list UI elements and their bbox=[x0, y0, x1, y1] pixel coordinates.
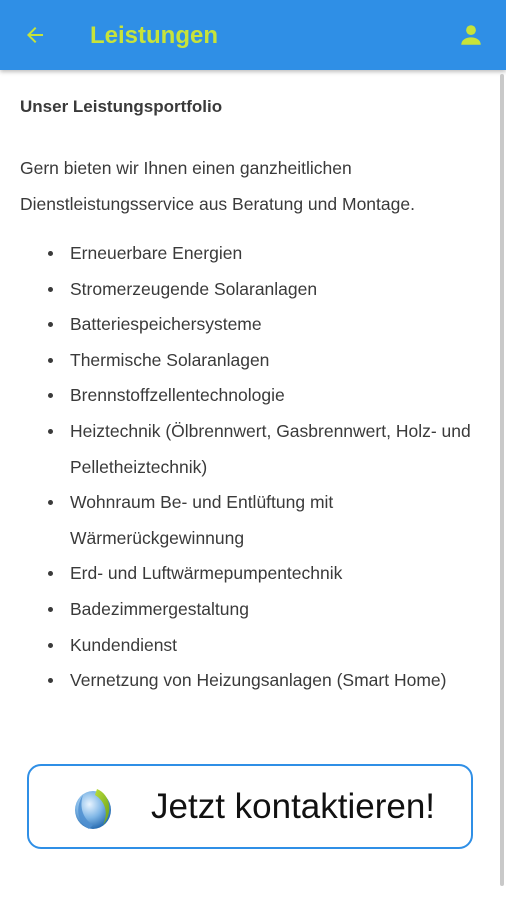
list-item: Thermische Solaranlagen bbox=[20, 343, 490, 379]
contact-button[interactable] bbox=[27, 764, 473, 849]
list-item: Erneuerbare Energien bbox=[20, 236, 490, 272]
contact-button-label: Jetzt kontaktieren! bbox=[151, 787, 436, 826]
arrow-left-icon bbox=[23, 23, 47, 47]
user-button[interactable] bbox=[456, 20, 486, 50]
list-item: Brennstoffzellentechnologie bbox=[20, 378, 490, 414]
list-item: Wohnraum Be- und Entlüftung mit Wärmerückgewinnung bbox=[20, 485, 490, 556]
scrollbar[interactable] bbox=[500, 74, 504, 886]
content-area bbox=[0, 70, 498, 900]
section-heading: Unser Leistungsportfolio bbox=[20, 97, 223, 116]
list-item: Stromerzeugende Solaranlagen bbox=[20, 272, 490, 308]
services-list bbox=[20, 236, 490, 699]
list-item: Badezimmergestaltung bbox=[20, 592, 490, 628]
user-icon bbox=[458, 22, 484, 48]
company-logo-icon bbox=[69, 783, 119, 833]
back-button[interactable] bbox=[20, 20, 50, 50]
list-item: Erd- und Luftwärmepumpentechnik bbox=[20, 556, 490, 592]
list-item: Vernetzung von Heizungsanlagen (Smart Home) bbox=[20, 663, 490, 699]
list-item: Heiztechnik (Ölbrennwert, Gasbrennwert, Holz- und Pelletheiztechnik) bbox=[20, 414, 490, 485]
intro-text: Gern bieten wir Ihnen einen ganzheitlichen Dienstleistungsservice aus Beratung und Montage. bbox=[20, 158, 415, 214]
list-item: Kundendienst bbox=[20, 628, 490, 664]
page-title: Leistungen bbox=[90, 22, 219, 49]
list-item: Batteriespeichersysteme bbox=[20, 307, 490, 343]
app-bar bbox=[0, 0, 506, 70]
